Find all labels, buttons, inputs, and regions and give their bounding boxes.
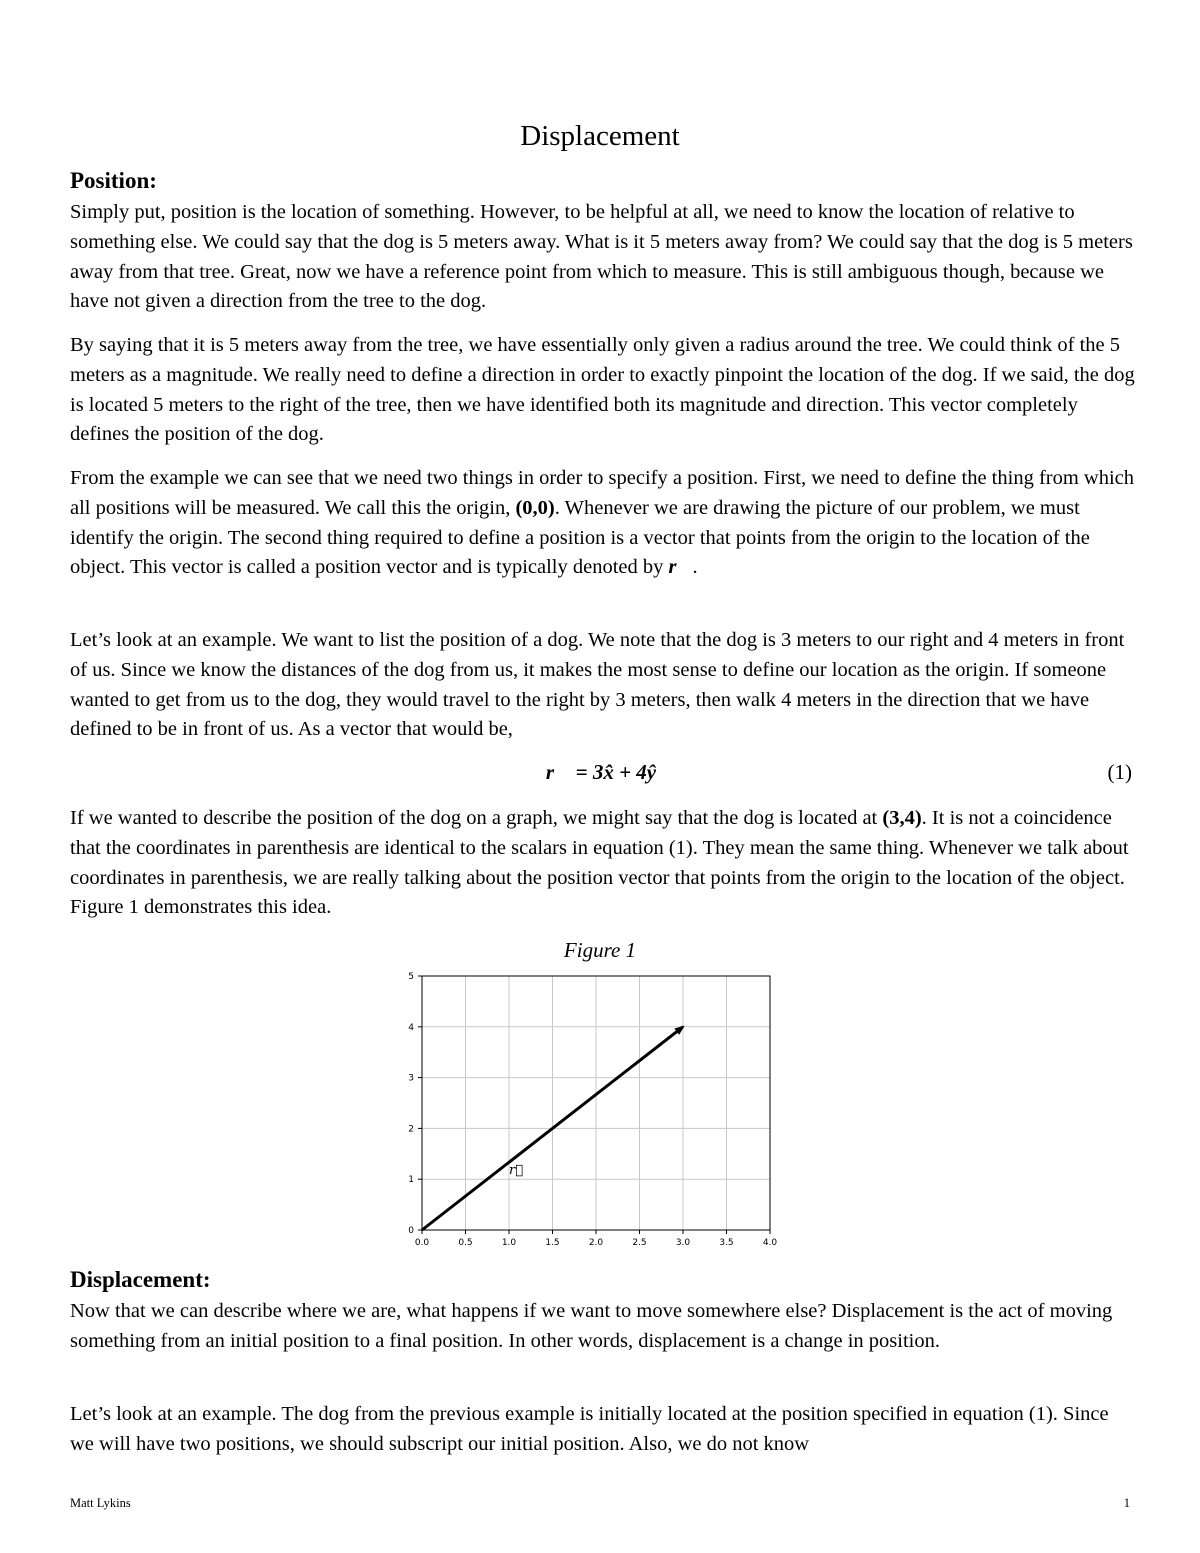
section-heading-position: Position: (70, 168, 157, 193)
x-tick-label: 0.5 (458, 1238, 473, 1248)
text-run: . Whenever we are drawing the picture of our problem, we must identify the origin. The second thing required to define a position is a vector that points from the origin to the location of the object. This vector is called a position vector and is typically denoted by (70, 496, 1090, 579)
paragraph-position-4 (70, 626, 1135, 745)
dog-coordinate: (3,4) (882, 807, 922, 829)
paragraph-text: Let’s look at an example. We want to list the position of a dog. We note that the dog is 3 meters to our right and 4 meters in front of us. Since we know the distances of the dog from us, it makes the most sense to define our location as the origin. If someone wanted to get from us to the dog, they would travel to the right by 3 meters, then walk 4 meters in the direction that we have defined to be in front of us. As a vector that would be, (70, 629, 1125, 741)
footer-author: Matt Lykins (70, 1496, 131, 1510)
x-tick-label: 3.5 (719, 1238, 734, 1248)
text-run: . It is not a coincidence that the coordinates in parenthesis are identical to the scalars in equation (1). They mean the same thing. Whenever we talk about coordinates in parenthesis, we are really talking about the position vector that points from the origin to the location of the object. Figure 1 demonstrates this idea. (70, 807, 1129, 919)
paragraph-position-1 (70, 198, 1135, 317)
figure-1-plot (400, 966, 790, 1256)
figure-caption: Figure 1 (563, 938, 637, 962)
text-run: If we wanted to describe the position of the dog on a graph, we might say that the dog is located at (70, 807, 883, 829)
paragraph-text (70, 804, 1135, 923)
section-heading-displacement: Displacement: (70, 1267, 211, 1292)
paragraph-displacement-1 (70, 1297, 1135, 1357)
paragraph-position-3 (70, 464, 1135, 583)
paragraph-text (70, 464, 1135, 583)
position-vector-symbol: r⃗ (668, 556, 693, 579)
y-tick-label: 2 (408, 1124, 414, 1135)
y-tick-label: 4 (408, 1022, 414, 1033)
paragraph-text: Now that we can describe where we are, what happens if we want to move somewhere else? Displacement is the act of moving something from an initial position to a final position. In other words, displacement is a change in position. (70, 1300, 1113, 1352)
paragraph-position-2 (70, 331, 1135, 450)
text-run: . (692, 556, 698, 579)
paragraph-displacement-2 (70, 1400, 1135, 1460)
y-tick-label: 3 (408, 1073, 414, 1084)
origin-coordinate: (0,0) (515, 496, 555, 519)
paragraph-text: By saying that it is 5 meters away from the tree, we have essentially only given a radius around the tree. We could think of the 5 meters as a magnitude. We really need to define a direction in order to exactly pinpoint the location of the dog. If we said, the dog is located 5 meters to the right of the tree, then we have identified both its magnitude and direction. This vector completely defines the position of the dog. (70, 334, 1135, 446)
x-tick-label: 0.0 (414, 1238, 430, 1248)
x-tick-label: 3.0 (675, 1238, 691, 1248)
paragraph-text: Let’s look at an example. The dog from the previous example is initially located at the position specified in equation (1). Since we will have two positions, we should subscript our initial position. Also, we do not know (70, 1403, 1109, 1455)
x-tick-label: 1.5 (545, 1238, 560, 1248)
vector-label: r⃗ (509, 1163, 524, 1179)
x-tick-label: 1.0 (501, 1238, 517, 1248)
x-tick-label: 4.0 (762, 1238, 778, 1248)
equation-1 (70, 760, 1132, 790)
x-tick-label: 2.5 (632, 1238, 647, 1248)
y-tick-label: 5 (408, 972, 414, 982)
equation-body: r⃗ = 3x̂ + 4ŷ (545, 760, 657, 784)
x-tick-label: 2.0 (588, 1238, 604, 1248)
equation-number: (1) (1107, 760, 1132, 784)
paragraph-position-5 (70, 804, 1135, 923)
text-run: From the example we can see that we need two things in order to specify a position. First, we need to define the thing from which all positions will be measured. We call this the origin, (70, 467, 1135, 519)
page-title: Displacement (520, 120, 680, 152)
footer-page-number: 1 (1123, 1496, 1130, 1510)
y-tick-label: 0 (408, 1226, 414, 1236)
y-tick-label: 1 (408, 1175, 414, 1186)
paragraph-text: Simply put, position is the location of something. However, to be helpful at all, we need to know the location of relative to something else. We could say that the dog is 5 meters away. What is it 5 meters away from? We could say that the dog is 5 meters away from that tree. Great, now we have a reference point from which to measure. This is still ambiguous though, because we have not given a direction from the tree to the dog. (70, 201, 1133, 313)
